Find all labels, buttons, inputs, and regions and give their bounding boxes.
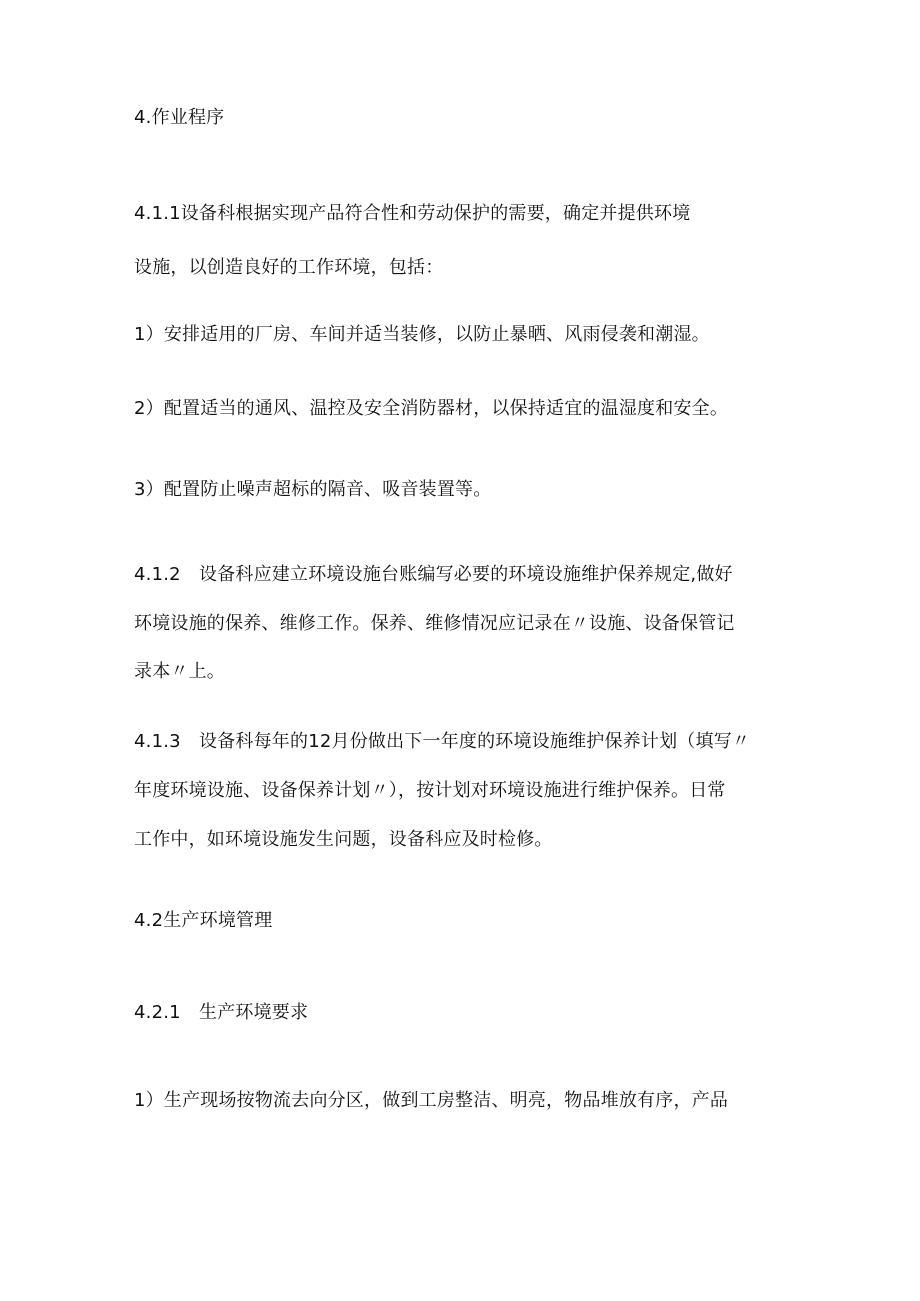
paragraph-4-1-2-line-2: 环境设施的保养、维修工作。保养、维修情况应记录在〃设施、设备保管记 xyxy=(134,613,735,634)
paragraph-4-1-1-line-1: 4.1.1设备科根据实现产品符合性和劳动保护的需要，确定并提供环境 xyxy=(134,203,691,224)
section-heading-4-2-1: 4.2.1 生产环境要求 xyxy=(134,1002,309,1023)
paragraph-4-1-2-line-1: 4.1.2 设备科应建立环境设施台账编写必要的环境设施维护保养规定,做好 xyxy=(134,564,733,585)
section-heading-4: 4.作业程序 xyxy=(134,107,225,128)
list-item-2: 2）配置适当的通风、温控及安全消防器材，以保持适宜的温湿度和安全。 xyxy=(134,398,729,419)
paragraph-4-1-2-line-3: 录本〃上。 xyxy=(134,661,225,682)
paragraph-4-1-1-line-2: 设施，以创造良好的工作环境，包括： xyxy=(134,257,444,278)
paragraph-4-1-3-line-3: 工作中，如环境设施发生问题，设备科应及时检修。 xyxy=(134,829,553,850)
list-item-4-2-1-1: 1）生产现场按物流去向分区，做到工房整洁、明亮，物品堆放有序，产品 xyxy=(134,1090,729,1111)
list-item-1: 1）安排适用的厂房、车间并适当装修，以防止暴晒、风雨侵袭和潮湿。 xyxy=(134,324,710,345)
paragraph-4-1-3-line-2: 年度环境设施、设备保养计划〃），按计划对环境设施进行维护保养。日常 xyxy=(134,780,726,801)
section-heading-4-2: 4.2生产环境管理 xyxy=(134,910,273,931)
list-item-3: 3）配置防止噪声超标的隔音、吸音装置等。 xyxy=(134,479,492,500)
paragraph-4-1-3-line-1: 4.1.3 设备科每年的12月份做出下一年度的环境设施维护保养计划（填写〃 xyxy=(134,731,751,752)
